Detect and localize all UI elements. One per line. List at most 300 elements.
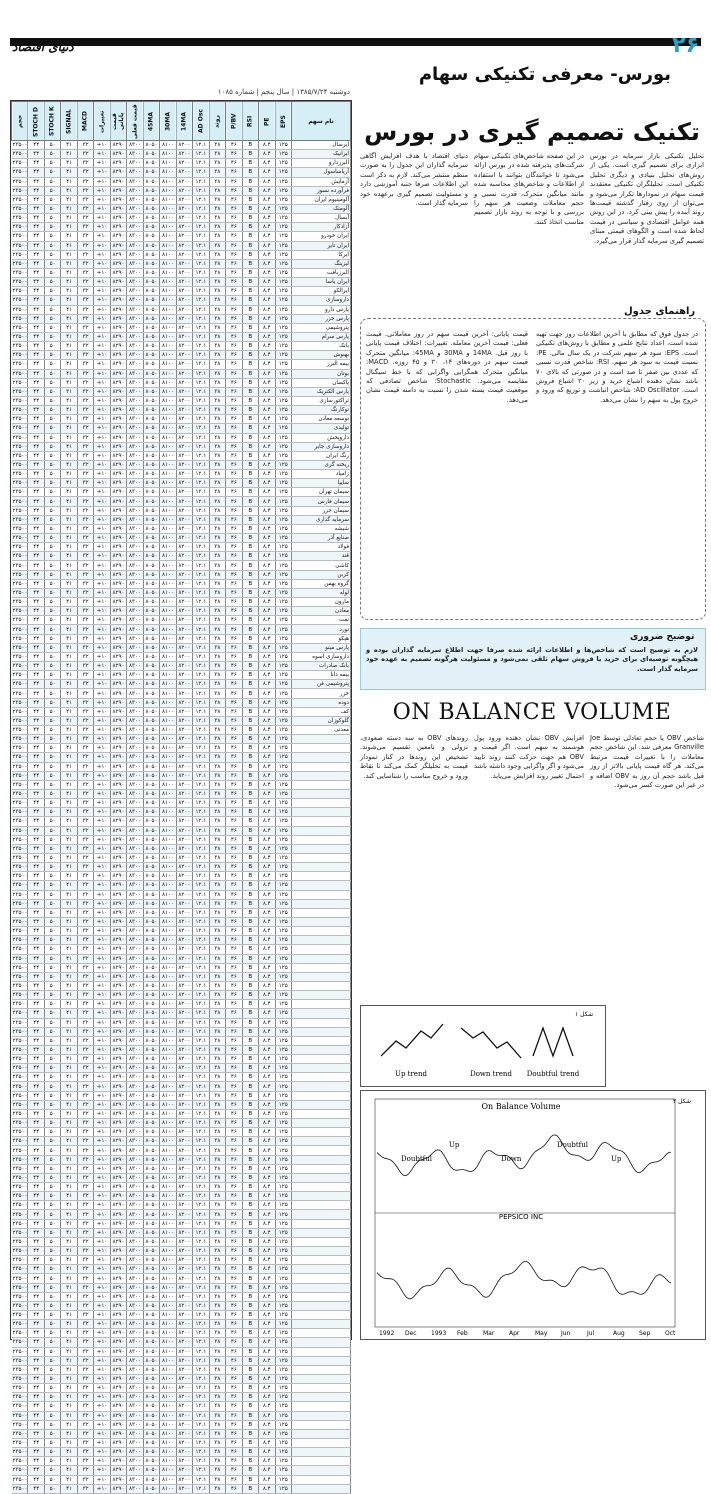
table-cell: ۸۲۰۰ xyxy=(176,488,192,497)
table-cell: ۳۸ xyxy=(209,753,225,762)
table-cell: ۸.۴ xyxy=(259,223,275,232)
table-cell: ۸.۴ xyxy=(259,927,275,936)
table-cell: ۸۳۰۰ xyxy=(127,296,143,305)
table-cell: ۴۶ xyxy=(226,744,242,753)
table-cell: ۸۱۰۰ xyxy=(160,972,176,981)
table-cell: ۳۲ xyxy=(77,1301,93,1310)
table-cell: ۸۱۰۰ xyxy=(160,680,176,689)
table-cell: ۳۲ xyxy=(77,680,93,689)
table-cell: ۱۲.۱ xyxy=(193,954,209,963)
table-cell: ۴۱ xyxy=(61,1036,77,1045)
table-cell: +۱۰ xyxy=(94,927,110,936)
table-cell: ۸۱۰۰ xyxy=(160,1173,176,1182)
table-cell: ۱۲۵ xyxy=(275,1365,292,1374)
table-row xyxy=(12,616,351,625)
table-cell: ۸۲۰۰ xyxy=(176,1009,192,1018)
table-cell: ۵۰ xyxy=(44,789,60,798)
table-cell: ۸۲۰۰ xyxy=(176,1045,192,1054)
table-cell: ۸۱۰۰ xyxy=(160,753,176,762)
obv-col-3: روندهای OBV به سه دسته صعودی، نزولی و نامعین تقسیم می‌شوند. تشخیص این روندها در کنار نمودار قیمت به تحلیلگر کمک می‌کند تا نقاط ورود و خروج مناسب را شناسایی کند. xyxy=(360,734,468,780)
table-cell: ۴۴ xyxy=(28,1475,44,1484)
table-cell: ۳۸ xyxy=(209,927,225,936)
table-row xyxy=(12,927,351,936)
table-cell: ۸۲۰۰ xyxy=(176,945,192,954)
table-cell: ۸۳۰۰ xyxy=(127,442,143,451)
table-cell: +۱۰ xyxy=(94,1457,110,1466)
table-cell: ۸۲۹۰ xyxy=(110,1027,126,1036)
table-cell: ۴۱ xyxy=(61,1374,77,1383)
table-cell: ۵۰ xyxy=(44,936,60,945)
table-cell: ۴۱ xyxy=(61,141,77,150)
table-cell: ۸.۴ xyxy=(259,853,275,862)
table-row xyxy=(12,351,351,360)
table-row xyxy=(12,141,351,150)
table-cell: ۸۱۰۰ xyxy=(160,1247,176,1256)
table-cell: +۱۰ xyxy=(94,442,110,451)
table-cell: ۵۰ xyxy=(44,954,60,963)
table-cell: ۱۲۵ xyxy=(275,314,292,323)
table-cell: ۴۱ xyxy=(61,753,77,762)
table-cell: ۸۱۰۰ xyxy=(160,204,176,213)
table-cell: ۴۶ xyxy=(226,799,242,808)
obv-col-1: شاخص OBV یا حجم تعادلی توسط Joe Granville معرفی شد. این شاخص حجم معاملات را با تغییرات قیمت مرتبط می‌کند. هر گاه قیمت پایانی بالاتر از روز قبل باشد حجم آن روز به OBV اضافه و در غیر این صورت کسر می‌شود. xyxy=(590,734,704,790)
table-cell: ۴۴ xyxy=(28,771,44,780)
table-cell: ۴۶ xyxy=(226,177,242,186)
table-cell: +۱۰ xyxy=(94,1274,110,1283)
table-cell: ۴۴ xyxy=(28,1237,44,1246)
table-cell: ۸۳۰۰ xyxy=(127,332,143,341)
table-cell: ۸۳۰۰ xyxy=(127,1027,143,1036)
table-cell: ۴۶ xyxy=(226,981,242,990)
table-cell: ۸۱۰۰ xyxy=(160,826,176,835)
table-cell: ۱۲۵ xyxy=(275,1155,292,1164)
table-cell: ۳۸ xyxy=(209,1448,225,1457)
table-cell: ۸۲۹۰ xyxy=(110,1192,126,1201)
table-cell: ۱۲۵ xyxy=(275,204,292,213)
table-cell: ۴۱ xyxy=(61,899,77,908)
table-cell: ۳۸ xyxy=(209,159,225,168)
table-cell: ۱۲.۱ xyxy=(193,1055,209,1064)
table-cell: ۳۸ xyxy=(209,479,225,488)
table-cell: +۱۰ xyxy=(94,1045,110,1054)
table-cell: ۴۴ xyxy=(28,1201,44,1210)
table-cell: ۸۲۰۰ xyxy=(176,1228,192,1237)
table-cell: ۳۲ xyxy=(77,981,93,990)
table-cell: ۸.۴ xyxy=(259,1064,275,1073)
table-cell: ۳۲ xyxy=(77,735,93,744)
table-cell: ۳۲ xyxy=(77,460,93,469)
table-cell: ۵۰ xyxy=(44,314,60,323)
table-cell: البرزدارو xyxy=(292,159,351,168)
table-cell: ۸.۴ xyxy=(259,1045,275,1054)
table-cell: بانک صادرات xyxy=(292,662,351,671)
table-cell: ۳۸ xyxy=(209,680,225,689)
table-cell: ۵۰ xyxy=(44,1374,60,1383)
table-cell: ۴۱ xyxy=(61,1411,77,1420)
table-cell: +۱۰ xyxy=(94,1338,110,1347)
table-row xyxy=(12,817,351,826)
table-cell: ۸۱۰۰ xyxy=(160,607,176,616)
table-cell: ۱۲۵ xyxy=(275,945,292,954)
table-cell: +۱۰ xyxy=(94,232,110,241)
table-cell: ۲۳۵۰۰ xyxy=(12,1440,28,1447)
table-cell: ۱۲۵ xyxy=(275,598,292,607)
table-cell: ۵۰ xyxy=(44,268,60,277)
table-cell: ۱۲۵ xyxy=(275,1301,292,1310)
table-cell: B xyxy=(242,150,258,159)
table-cell: ۸۲۹۰ xyxy=(110,689,126,698)
table-cell: ۸۲۰۰ xyxy=(176,744,192,753)
table-cell: ۱۲۵ xyxy=(275,771,292,780)
table-cell: ۲۳۵۰۰ xyxy=(12,873,28,880)
table-cell: ۸۰۵۰ xyxy=(143,1365,159,1374)
table-cell: ۳۸ xyxy=(209,1109,225,1118)
table-cell: ۸.۴ xyxy=(259,1475,275,1484)
table-cell: ۴۱ xyxy=(61,1119,77,1128)
table-cell: ۳۲ xyxy=(77,570,93,579)
table-cell: ۳۸ xyxy=(209,799,225,808)
table-cell: ۱۲.۱ xyxy=(193,1173,209,1182)
table-cell: ۱۲.۱ xyxy=(193,1201,209,1210)
table-cell: ۴۴ xyxy=(28,570,44,579)
table-cell: ۱۲.۱ xyxy=(193,853,209,862)
table-cell: ۱۲.۱ xyxy=(193,488,209,497)
table-cell: ۱۲.۱ xyxy=(193,415,209,424)
table-row xyxy=(12,460,351,469)
table-cell xyxy=(292,1082,351,1091)
table-cell: ۳۸ xyxy=(209,890,225,899)
table-cell: B xyxy=(242,726,258,735)
chart-annotation: Up xyxy=(611,1155,622,1163)
table-cell: B xyxy=(242,159,258,168)
table-cell: ۱۲.۱ xyxy=(193,826,209,835)
table-cell: ۸۲۹۰ xyxy=(110,1429,126,1438)
table-cell: B xyxy=(242,1265,258,1274)
table-cell: ۴۴ xyxy=(28,726,44,735)
table-cell: ۴۱ xyxy=(61,323,77,332)
table-cell: ۴۴ xyxy=(28,1100,44,1109)
table-cell: +۱۰ xyxy=(94,963,110,972)
table-cell: +۱۰ xyxy=(94,506,110,515)
table-cell: B xyxy=(242,460,258,469)
doubtful-trend-line xyxy=(533,1028,573,1056)
table-cell: ۸۲۰۰ xyxy=(176,506,192,515)
table-cell: ۳۲ xyxy=(77,625,93,634)
table-cell: ۴۴ xyxy=(28,534,44,543)
table-cell: +۱۰ xyxy=(94,1100,110,1109)
table-cell: ۸۲۹۰ xyxy=(110,1183,126,1192)
table-cell: ۴۶ xyxy=(226,945,242,954)
table-cell: ۸۱۰۰ xyxy=(160,1219,176,1228)
table-cell: ۳۸ xyxy=(209,1265,225,1274)
table-cell: ۸۱۰۰ xyxy=(160,1036,176,1045)
table-cell: ۸۱۰۰ xyxy=(160,598,176,607)
table-cell: ۴۴ xyxy=(28,204,44,213)
table-cell: ۲۳۵۰۰ xyxy=(12,900,28,907)
table-row xyxy=(12,680,351,689)
table-cell: ۵۰ xyxy=(44,808,60,817)
table-cell: ۸۲۰۰ xyxy=(176,1256,192,1265)
table-cell: ۴۴ xyxy=(28,1173,44,1182)
table-cell: B xyxy=(242,396,258,405)
table-cell: ۸.۴ xyxy=(259,204,275,213)
table-cell: ۸۲۰۰ xyxy=(176,141,192,150)
table-cell: ۸۳۰۰ xyxy=(127,1265,143,1274)
table-cell: B xyxy=(242,598,258,607)
table-cell: ۱۲.۱ xyxy=(193,1347,209,1356)
table-cell: ۸۳۰۰ xyxy=(127,1484,143,1493)
table-cell: ۳۲ xyxy=(77,643,93,652)
table-cell: ۴۴ xyxy=(28,1055,44,1064)
table-cell: ۳۲ xyxy=(77,698,93,707)
table-cell: ۲۳۵۰۰ xyxy=(12,516,28,523)
table-cell xyxy=(292,1009,351,1018)
table-cell: B xyxy=(242,908,258,917)
table-cell: ۸.۴ xyxy=(259,863,275,872)
table-cell: ۸.۴ xyxy=(259,1384,275,1393)
table-cell: ۳۲ xyxy=(77,406,93,415)
table-cell: B xyxy=(242,881,258,890)
table-cell: ۳۲ xyxy=(77,323,93,332)
table-cell: B xyxy=(242,1027,258,1036)
table-cell: ۲۳۵۰۰ xyxy=(12,937,28,944)
table-cell: ۸.۴ xyxy=(259,268,275,277)
table-cell: B xyxy=(242,1210,258,1219)
table-cell: ۵۰ xyxy=(44,872,60,881)
table-cell: ۸۰۵۰ xyxy=(143,1311,159,1320)
table-cell: ۵۰ xyxy=(44,881,60,890)
table-cell: ۴۴ xyxy=(28,1484,44,1493)
table-cell: ۸۲۰۰ xyxy=(176,1429,192,1438)
table-cell: B xyxy=(242,1402,258,1411)
table-cell: ۸۱۰۰ xyxy=(160,460,176,469)
table-cell: ۸۲۰۰ xyxy=(176,844,192,853)
table-cell: ۱۲.۱ xyxy=(193,881,209,890)
table-cell: ۸.۴ xyxy=(259,323,275,332)
table-cell: ۸۱۰۰ xyxy=(160,1420,176,1429)
table-cell: ۲۳۵۰۰ xyxy=(12,1138,28,1145)
table-cell: ۸۰۵۰ xyxy=(143,1411,159,1420)
table-cell: ۸۱۰۰ xyxy=(160,963,176,972)
table-cell: ۲۳۵۰۰ xyxy=(12,1430,28,1437)
table-cell: ۱۲.۱ xyxy=(193,1429,209,1438)
table-cell: ۳۲ xyxy=(77,579,93,588)
table-cell: ۲۳۵۰۰ xyxy=(12,1467,28,1474)
table-cell: ۱۲.۱ xyxy=(193,963,209,972)
table-cell: ۴۶ xyxy=(226,141,242,150)
table-cell xyxy=(292,1374,351,1383)
table-cell: ۸۱۰۰ xyxy=(160,1228,176,1237)
table-cell: ۴۶ xyxy=(226,1173,242,1182)
table-cell: ۱۲۵ xyxy=(275,1329,292,1338)
table-cell: ۸۳۰۰ xyxy=(127,451,143,460)
table-cell: فولاد xyxy=(292,543,351,552)
table-cell: ۸۲۹۰ xyxy=(110,890,126,899)
table-cell: ۸۲۰۰ xyxy=(176,799,192,808)
table-cell: ۸۲۰۰ xyxy=(176,954,192,963)
table-cell: +۱۰ xyxy=(94,1320,110,1329)
table-cell: ۸۲۹۰ xyxy=(110,1374,126,1383)
table-cell: ۱۲.۱ xyxy=(193,442,209,451)
table-cell: ۵۰ xyxy=(44,1146,60,1155)
table-cell: ۸۳۰۰ xyxy=(127,1219,143,1228)
table-cell: ۸۳۰۰ xyxy=(127,908,143,917)
table-cell: ۸۲۹۰ xyxy=(110,680,126,689)
table-cell: ۴۱ xyxy=(61,1274,77,1283)
table-cell: ۳۸ xyxy=(209,780,225,789)
table-cell: ۲۳۵۰۰ xyxy=(12,1330,28,1337)
table-cell: ۳۸ xyxy=(209,863,225,872)
table-cell: +۱۰ xyxy=(94,552,110,561)
table-cell: ۲۳۵۰۰ xyxy=(12,589,28,596)
table-cell: ۸۱۰۰ xyxy=(160,789,176,798)
table-cell: ۴۶ xyxy=(226,881,242,890)
table-cell: ۸۱۰۰ xyxy=(160,1155,176,1164)
table-cell: ۳۸ xyxy=(209,323,225,332)
table-cell: ۴۶ xyxy=(226,534,242,543)
table-cell: ۵۰ xyxy=(44,552,60,561)
table-cell: ۴۶ xyxy=(226,826,242,835)
table-cell: ۸.۴ xyxy=(259,936,275,945)
table-row xyxy=(12,1338,351,1347)
table-cell: ۱۲.۱ xyxy=(193,369,209,378)
table-cell: ۸۰۵۰ xyxy=(143,351,159,360)
table-cell: ۴۴ xyxy=(28,1393,44,1402)
table-row xyxy=(12,643,351,652)
table-cell: ۳۸ xyxy=(209,1164,225,1173)
table-cell: ۴۱ xyxy=(61,415,77,424)
table-cell: ۸۲۹۰ xyxy=(110,735,126,744)
table-cell: ۸۱۰۰ xyxy=(160,342,176,351)
table-cell: ۸۱۰۰ xyxy=(160,177,176,186)
table-cell: ۸۲۹۰ xyxy=(110,1073,126,1082)
table-cell xyxy=(292,1164,351,1173)
table-cell: ۴۶ xyxy=(226,1338,242,1347)
table-cell: ۴۶ xyxy=(226,232,242,241)
chart-label: شکل ۲ xyxy=(672,1098,691,1105)
table-cell: ۴۶ xyxy=(226,570,242,579)
table-cell: ۳۸ xyxy=(209,817,225,826)
table-cell: ۸۰۵۰ xyxy=(143,936,159,945)
table-cell: ۳۲ xyxy=(77,1338,93,1347)
table-cell: ۸۰۵۰ xyxy=(143,771,159,780)
table-cell: ۱۲.۱ xyxy=(193,1036,209,1045)
table-cell: ۴۶ xyxy=(226,1018,242,1027)
table-cell: ۴۶ xyxy=(226,204,242,213)
table-cell: ۴۴ xyxy=(28,945,44,954)
table-cell: ۸۰۵۰ xyxy=(143,433,159,442)
table-cell: ۴۶ xyxy=(226,1228,242,1237)
table-cell: B xyxy=(242,1484,258,1493)
table-row xyxy=(12,561,351,570)
table-cell: ۱۲۵ xyxy=(275,1228,292,1237)
table-cell: ۸۰۵۰ xyxy=(143,1027,159,1036)
table-cell: ۱۲۵ xyxy=(275,853,292,862)
table-cell: بیمه البرز xyxy=(292,360,351,369)
table-cell: ۲۳۵۰۰ xyxy=(12,1312,28,1319)
table-row xyxy=(12,735,351,744)
table-cell: ۸۳۰۰ xyxy=(127,1329,143,1338)
table-row xyxy=(12,515,351,524)
table-cell: ۳۸ xyxy=(209,771,225,780)
table-cell: ۱۲۵ xyxy=(275,1311,292,1320)
table-cell: ۸۰۵۰ xyxy=(143,1009,159,1018)
table-cell: ۸۱۰۰ xyxy=(160,1374,176,1383)
shape-label-down: Down trend xyxy=(470,1070,512,1078)
table-cell: ۳۸ xyxy=(209,1457,225,1466)
table-cell: ۸۰۵۰ xyxy=(143,1155,159,1164)
table-cell: B xyxy=(242,506,258,515)
table-cell: B xyxy=(242,1384,258,1393)
table-cell: ۱۲.۱ xyxy=(193,150,209,159)
table-cell: ۸۲۹۰ xyxy=(110,570,126,579)
table-cell: B xyxy=(242,735,258,744)
table-cell: ۸۲۹۰ xyxy=(110,707,126,716)
table-cell: +۱۰ xyxy=(94,1183,110,1192)
table-cell: ۴۴ xyxy=(28,954,44,963)
table-cell: ۱۲۵ xyxy=(275,1237,292,1246)
table-cell: ۸۳۰۰ xyxy=(127,342,143,351)
table-cell: ۸۳۰۰ xyxy=(127,972,143,981)
table-cell: ۱۲۵ xyxy=(275,936,292,945)
table-cell: ۳۲ xyxy=(77,168,93,177)
table-cell: ۵۰ xyxy=(44,863,60,872)
table-cell: ۸.۴ xyxy=(259,689,275,698)
table-cell: B xyxy=(242,305,258,314)
table-cell: ۳۲ xyxy=(77,332,93,341)
table-cell: ۱۲۵ xyxy=(275,799,292,808)
table-cell: ۸۲۰۰ xyxy=(176,442,192,451)
table-cell: ۱۲.۱ xyxy=(193,433,209,442)
table-cell: ۸۱۰۰ xyxy=(160,1137,176,1146)
table-cell: ۱۲.۱ xyxy=(193,543,209,552)
table-cell: ۵۰ xyxy=(44,278,60,287)
table-cell: ۸۲۹۰ xyxy=(110,762,126,771)
table-cell: ۲۳۵۰۰ xyxy=(12,498,28,505)
table-cell: ۸۲۰۰ xyxy=(176,561,192,570)
table-cell: ۱۲۵ xyxy=(275,616,292,625)
table-cell: B xyxy=(242,826,258,835)
obv-title: ON BALANCE VOLUME xyxy=(392,700,672,725)
table-cell: ۳۸ xyxy=(209,1347,225,1356)
table-cell: ۲۳۵۰۰ xyxy=(12,681,28,688)
table-cell: ۸۲۰۰ xyxy=(176,296,192,305)
table-cell: گلوکوزان xyxy=(292,716,351,725)
table-cell: ۲۳۵۰۰ xyxy=(12,1220,28,1227)
table-cell: ۴۱ xyxy=(61,680,77,689)
table-cell: ۳۸ xyxy=(209,250,225,259)
table-cell: ۲۳۵۰۰ xyxy=(12,443,28,450)
table-cell: ۸۰۵۰ xyxy=(143,1247,159,1256)
table-cell: ۵۰ xyxy=(44,1036,60,1045)
table-cell: ۸۳۰۰ xyxy=(127,524,143,533)
table-cell: ۴۱ xyxy=(61,1393,77,1402)
table-cell: ۸۲۰۰ xyxy=(176,1402,192,1411)
table-cell: ۱۲.۱ xyxy=(193,1146,209,1155)
table-cell xyxy=(292,1457,351,1466)
table-cell: ۸۱۰۰ xyxy=(160,1448,176,1457)
table-cell: B xyxy=(242,570,258,579)
table-cell: +۱۰ xyxy=(94,726,110,735)
table-cell: +۱۰ xyxy=(94,259,110,268)
table-cell: +۱۰ xyxy=(94,881,110,890)
table-cell: ۸۳۰۰ xyxy=(127,1109,143,1118)
table-cell: ۸۲۹۰ xyxy=(110,534,126,543)
table-cell: B xyxy=(242,287,258,296)
table-cell: ۳۲ xyxy=(77,1036,93,1045)
table-cell: +۱۰ xyxy=(94,680,110,689)
table-cell: +۱۰ xyxy=(94,607,110,616)
